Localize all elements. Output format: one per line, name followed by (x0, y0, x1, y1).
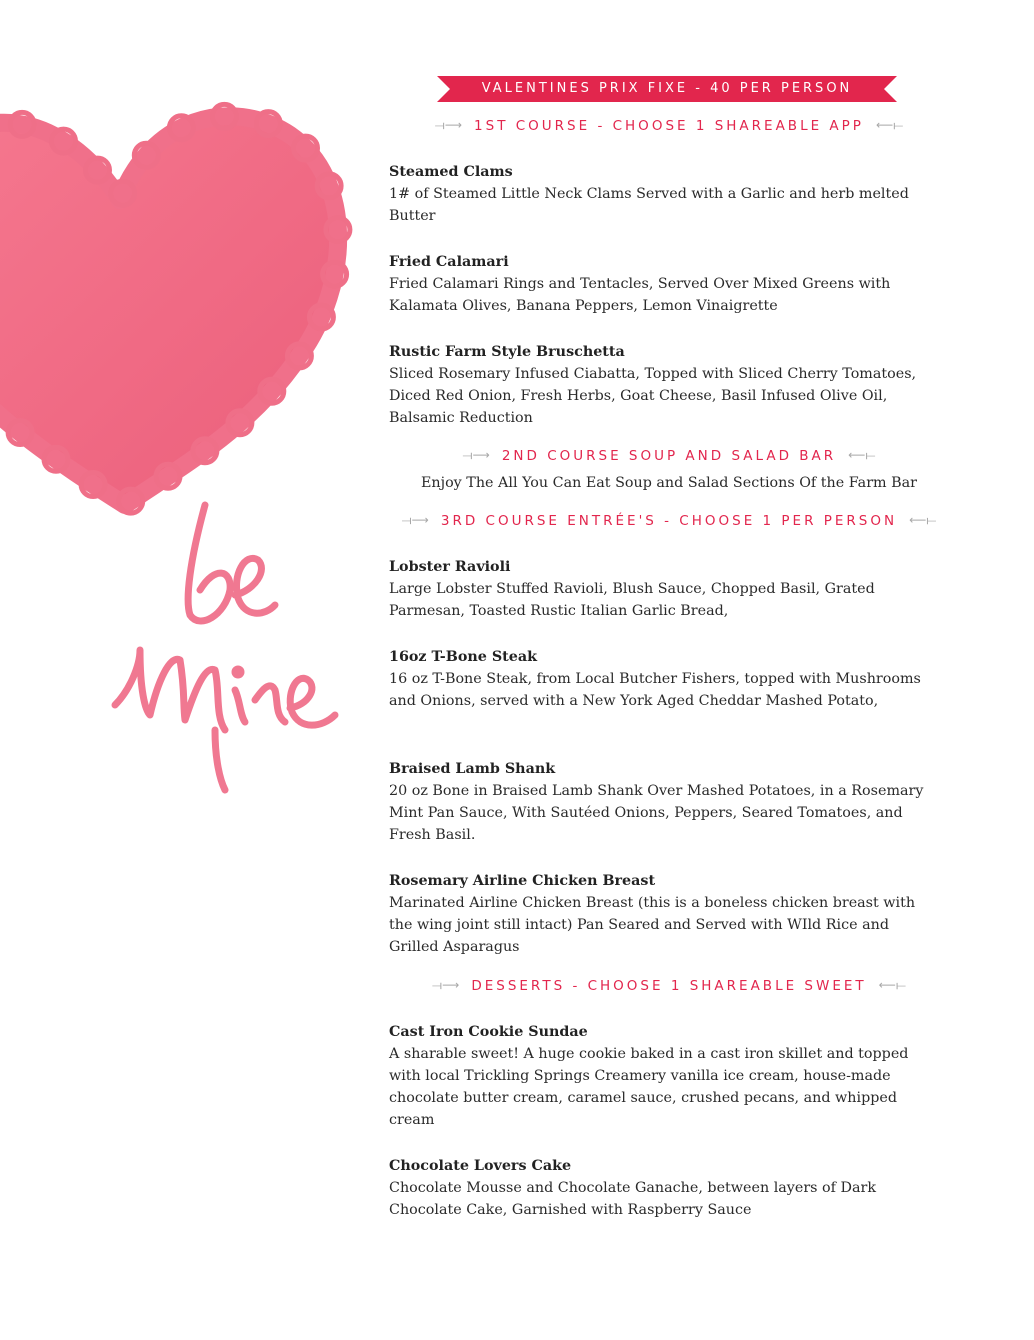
arrow-icon: ⟞⟶ (462, 448, 490, 462)
arrow-icon: ⟞⟶ (432, 978, 460, 992)
prix-fixe-banner (437, 76, 897, 102)
menu-item (389, 556, 934, 622)
menu-item (389, 1155, 934, 1221)
desserts-heading (389, 978, 949, 994)
arrow-icon: ⟵⟝ (909, 513, 937, 527)
item-description: Large Lobster Stuffed Ravioli, Blush Sauce, Chopped Basil, Grated Parmesan, Toasted Rustic Italian Garlic Bread, (389, 581, 875, 619)
item-name: Steamed Clams (389, 164, 513, 180)
item-name: Fried Calamari (389, 254, 509, 270)
be-mine-lettering (115, 505, 335, 790)
item-name: Chocolate Lovers Cake (389, 1158, 572, 1174)
menu-item (389, 251, 934, 317)
item-name: Cast Iron Cookie Sundae (389, 1024, 588, 1040)
arrow-icon: ⟞⟶ (434, 118, 463, 132)
course2-heading-text: 2ND COURSE SOUP AND SALAD BAR (501, 448, 837, 464)
menu-item (389, 870, 934, 958)
item-description: Marinated Airline Chicken Breast (this is a boneless chicken breast with the wing joint still intact) Pan Seared and Served with WIld Rice and Grilled Asparagus (389, 895, 916, 955)
course1-heading (389, 118, 949, 134)
menu-item (389, 646, 934, 712)
be-mine-heart-illustration (0, 0, 380, 820)
course1-heading-text: 1ST COURSE - CHOOSE 1 SHAREABLE APP (474, 118, 864, 134)
item-name: Lobster Ravioli (389, 559, 511, 575)
course3-heading (389, 513, 949, 529)
item-description: Fried Calamari Rings and Tentacles, Served Over Mixed Greens with Kalamata Olives, Banana Peppers, Lemon Vinaigrette (389, 276, 891, 314)
arrow-icon: ⟵⟝ (875, 118, 904, 132)
item-description: A sharable sweet! A huge cookie baked in a cast iron skillet and topped with local Trickling Springs Creamery vanilla ice cream, house-made chocolate butter cream, caramel sauce, crushed pecans, and whipped cream (389, 1046, 909, 1128)
menu-item (389, 1021, 934, 1131)
item-name: Braised Lamb Shank (389, 761, 556, 777)
item-description: Chocolate Mousse and Chocolate Ganache, between layers of Dark Chocolate Cake, Garnished with Raspberry Sauce (389, 1180, 876, 1218)
item-description: 16 oz T-Bone Steak, from Local Butcher Fishers, topped with Mushrooms and Onions, served with a New York Aged Cheddar Mashed Potato, (389, 671, 921, 709)
item-name: Rustic Farm Style Bruschetta (389, 344, 625, 360)
arrow-icon: ⟞⟶ (401, 513, 429, 527)
menu-item (389, 758, 934, 846)
banner-title: VALENTINES PRIX FIXE - 40 PER PERSON (481, 81, 853, 96)
soup-salad-text: Enjoy The All You Can Eat Soup and Salad Sections Of the Farm Bar (421, 475, 917, 491)
arrow-icon: ⟵⟝ (848, 448, 876, 462)
arrow-icon: ⟵⟝ (878, 978, 906, 992)
item-description: 1# of Steamed Little Neck Clams Served with a Garlic and herb melted Butter (389, 186, 909, 224)
desserts-heading-text: DESSERTS - CHOOSE 1 SHAREABLE SWEET (471, 978, 867, 994)
course3-heading-text: 3RD COURSE ENTRÉE'S - CHOOSE 1 PER PERSON (440, 513, 898, 529)
item-description: 20 oz Bone in Braised Lamb Shank Over Mashed Potatoes, in a Rosemary Mint Pan Sauce, With Sautéed Onions, Peppers, Seared Tomatoes, and Fresh Basil. (389, 783, 924, 843)
item-name: Rosemary Airline Chicken Breast (389, 873, 656, 889)
menu-item (389, 161, 934, 227)
menu-item (389, 341, 934, 429)
item-name: 16oz T-Bone Steak (389, 649, 538, 665)
course2-heading (389, 448, 949, 464)
item-description: Sliced Rosemary Infused Ciabatta, Topped with Sliced Cherry Tomatoes, Diced Red Onion, Fresh Herbs, Goat Cheese, Basil Infused Olive Oil, Balsamic Reduction (389, 366, 917, 426)
